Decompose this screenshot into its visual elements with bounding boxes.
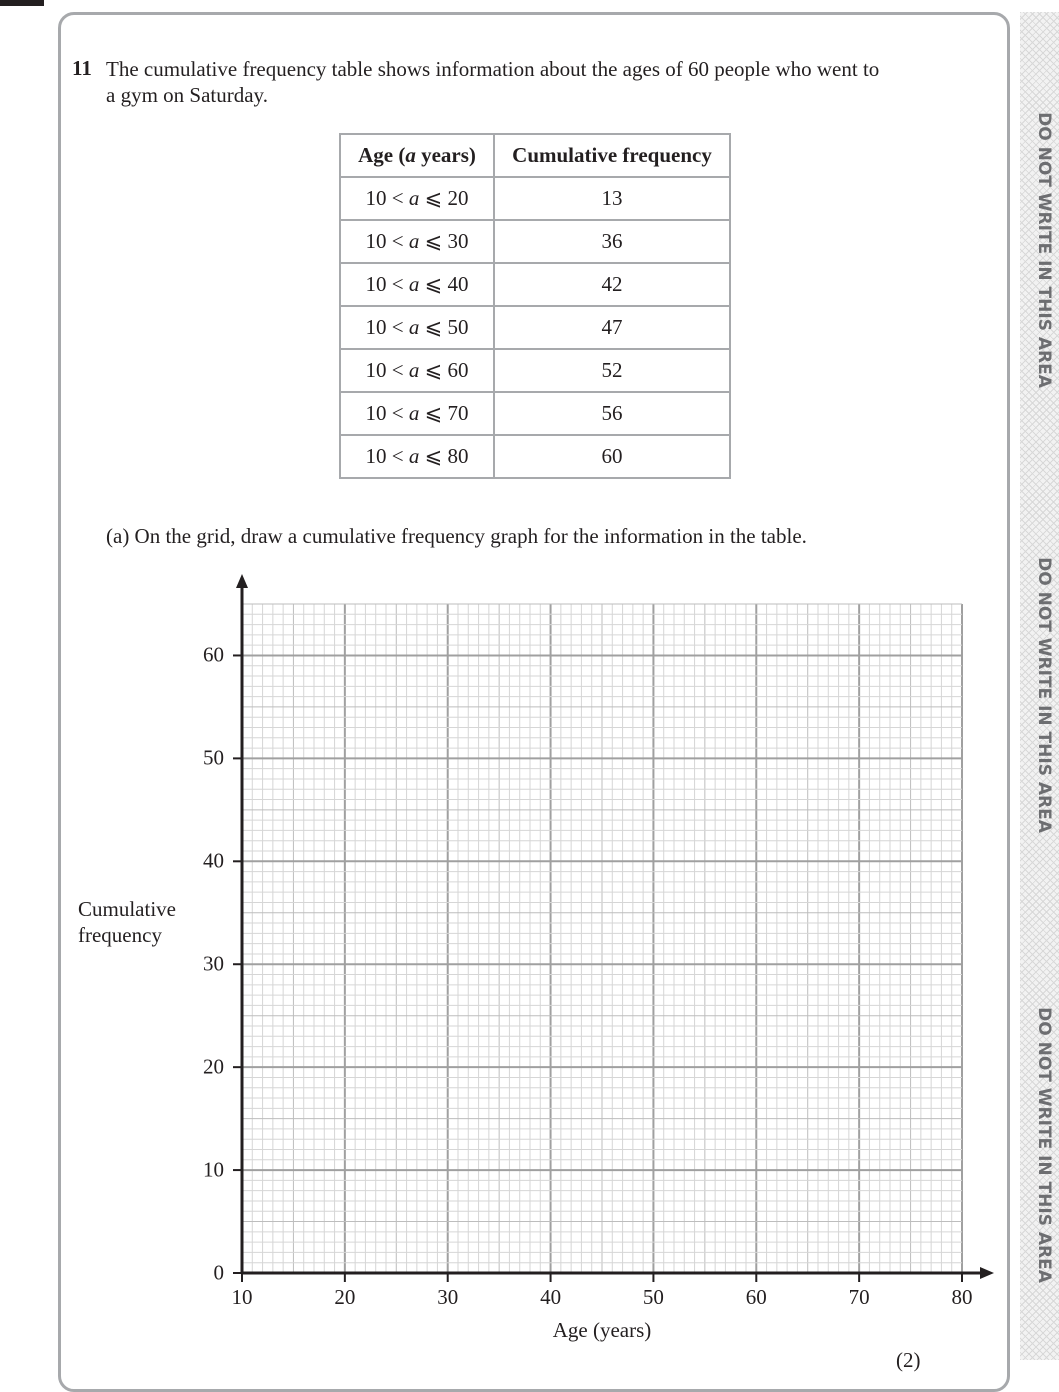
x-tick-label: 10 — [231, 1285, 253, 1309]
x-tick-label: 20 — [334, 1285, 356, 1309]
x-tick-label: 70 — [848, 1285, 870, 1309]
part-a-instruction: (a) On the grid, draw a cumulative frequency graph for the information in the table. — [106, 524, 807, 548]
cf-cell: 42 — [494, 263, 730, 306]
y-axis-arrow-icon — [236, 574, 248, 588]
question-number: 11 — [72, 56, 92, 80]
cf-cell: 60 — [494, 435, 730, 478]
x-tick-label: 60 — [745, 1285, 767, 1309]
cf-cell: 36 — [494, 220, 730, 263]
x-tick-label: 80 — [951, 1285, 973, 1309]
x-tick-label: 50 — [642, 1285, 664, 1309]
cf-cell: 52 — [494, 349, 730, 392]
cf-cell: 47 — [494, 306, 730, 349]
margin-warning-middle: DO NOT WRITE IN THIS AREA — [1034, 557, 1054, 833]
question-text: The cumulative frequency table shows information about the ages of 60 people who went to a gym on Saturday. — [106, 57, 880, 107]
y-tick-label: 30 — [203, 951, 224, 976]
y-tick-label: 50 — [203, 745, 224, 770]
cf-cell: 13 — [494, 177, 730, 220]
y-tick-label: 60 — [203, 642, 224, 667]
age-interval-cell: 10 < a ⩽ 60 — [340, 349, 494, 392]
x-axis-label: Age (years) — [552, 1318, 652, 1342]
age-interval-cell: 10 < a ⩽ 80 — [340, 435, 494, 478]
cf-header: Cumulative frequency — [494, 134, 730, 177]
y-tick-label: 10 — [203, 1157, 224, 1182]
y-tick-label: 40 — [203, 848, 224, 873]
y-tick-label: 0 — [213, 1260, 224, 1285]
cf-cell: 56 — [494, 392, 730, 435]
x-tick-label: 40 — [540, 1285, 562, 1309]
age-interval-cell: 10 < a ⩽ 20 — [340, 177, 494, 220]
margin-warning-top: DO NOT WRITE IN THIS AREA — [1034, 112, 1054, 388]
y-axis-label: Cumulative frequency — [78, 897, 176, 947]
x-tick-label: 30 — [437, 1285, 459, 1309]
age-interval-cell: 10 < a ⩽ 30 — [340, 220, 494, 263]
age-header: Age (a years) — [340, 134, 494, 177]
marks-available: (2) — [896, 1348, 921, 1372]
age-interval-cell: 10 < a ⩽ 70 — [340, 392, 494, 435]
margin-warning-bottom: DO NOT WRITE IN THIS AREA — [1034, 1007, 1054, 1283]
age-interval-cell: 10 < a ⩽ 50 — [340, 306, 494, 349]
y-tick-label: 20 — [203, 1054, 224, 1079]
age-interval-cell: 10 < a ⩽ 40 — [340, 263, 494, 306]
x-axis-arrow-icon — [980, 1267, 994, 1279]
